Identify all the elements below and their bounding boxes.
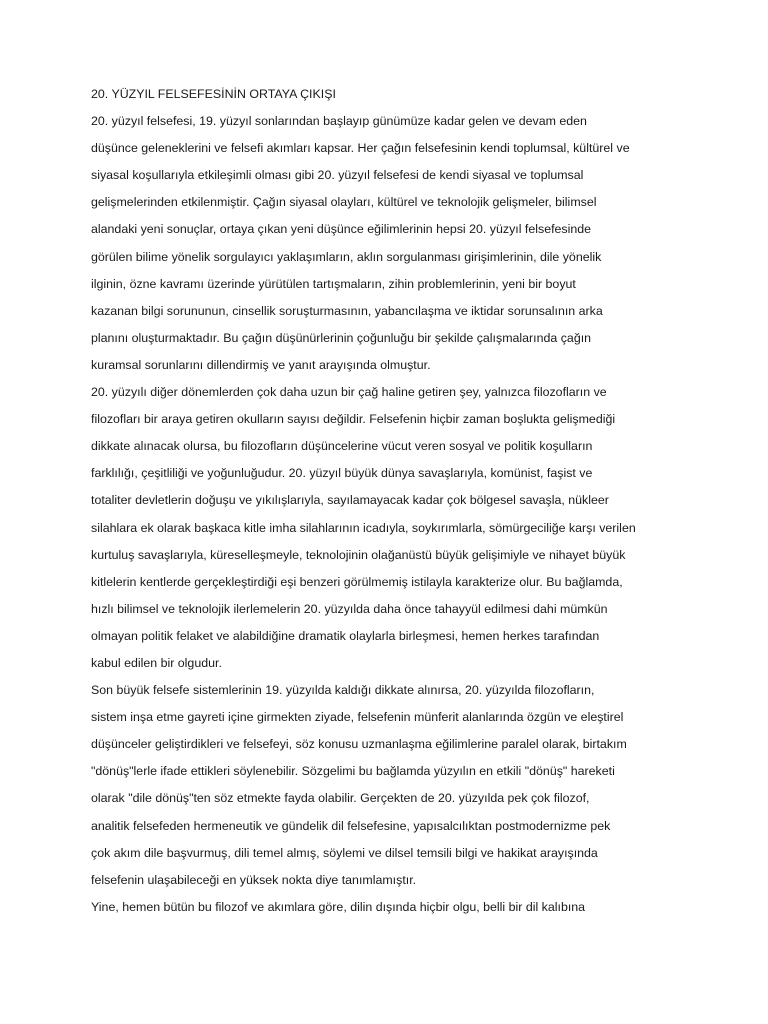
text-line: kabul edilen bir olgudur. bbox=[91, 655, 222, 670]
text-line: alandaki yeni sonuçlar, ortaya çıkan yeni düşünce eğilimlerinin hepsi 20. yüzyıl felsefesinde bbox=[91, 222, 592, 237]
text-line: farklılığı, çeşitliliği ve yoğunluğudur. 20. yüzyıl büyük dünya savaşlarıyla, komünist, faşist ve bbox=[91, 466, 593, 481]
paragraph bbox=[91, 680, 681, 897]
text-line: planını oluşturmaktadır. Bu çağın düşünürlerinin çoğunluğu bir şekilde çalışmalarında çağın bbox=[91, 330, 592, 345]
text-line: 20. yüzyıl felsefesi, 19. yüzyıl sonlarından başlayıp günümüze kadar gelen ve devam eden bbox=[91, 114, 587, 129]
paragraph bbox=[91, 897, 681, 924]
text-line: gelişmelerinden etkilenmiştir. Çağın siyasal olayları, kültürel ve teknolojik gelişmeler, bilimsel bbox=[91, 195, 597, 210]
text-line: ilginin, özne kavramı üzerinde yürütülen tartışmaların, zihin problemlerinin, yeni bir boyut bbox=[91, 276, 576, 291]
text-line: filozofları bir araya getiren okulların sayısı değildir. Felsefenin hiçbir zaman boşlukta gelişmediği bbox=[91, 412, 616, 427]
text-line: kurtuluş savaşlarıyla, küreselleşmeyle, teknolojinin olağanüstü büyük gelişimiyle ve nihayet büyük bbox=[91, 547, 626, 562]
paragraph bbox=[91, 382, 681, 680]
text-line: hızlı bilimsel ve teknolojik ilerlemelerin 20. yüzyılda daha önce tahayyül edilmesi dahi mümkün bbox=[91, 601, 608, 616]
text-line: düşünce geleneklerini ve felsefi akımları kapsar. Her çağın felsefesinin kendi toplumsal, kültürel ve bbox=[91, 141, 630, 156]
text-line: analitik felsefeden hermeneutik ve gündelik dil felsefesine, yapısalcılıktan postmodernizme pek bbox=[91, 818, 611, 833]
text-line: 20. yüzyılı diğer dönemlerden çok daha uzun bir çağ haline getiren şey, yalnızca filozofların ve bbox=[91, 385, 607, 400]
text-line: siyasal koşullarıyla etkileşimli olması gibi 20. yüzyıl felsefesi de kendi siyasal ve toplumsal bbox=[91, 168, 584, 183]
text-line: dikkate alınacak olursa, bu filozofların düşüncelerine vücut veren sosyal ve politik koşulların bbox=[91, 439, 593, 454]
text-line: sistem inşa etme gayreti içine girmekten ziyade, felsefenin münferit alanlarında özgün ve eleştirel bbox=[91, 710, 624, 725]
text-line: felsefenin ulaşabileceği en yüksek nokta diye tanımlamıştır. bbox=[91, 872, 417, 887]
text-line: silahlara ek olarak başkaca kitle imha silahlarının icadıyla, soykırımlarla, sömürgeciliğe karşı verilen bbox=[91, 520, 636, 535]
document-title: 20. YÜZYIL FELSEFESİNİN ORTAYA ÇIKIŞI bbox=[91, 87, 336, 101]
text-line: Son büyük felsefe sistemlerinin 19. yüzyılda kaldığı dikkate alınırsa, 20. yüzyılda filozofların, bbox=[91, 683, 595, 698]
text-line: "dönüş"lerle ifade ettikleri söylenebilir. Sözgelimi bu bağlamda yüzyılın en etkili "dönüş" hareketi bbox=[91, 764, 615, 779]
text-line: düşünceler geliştirdikleri ve felsefeyi, söz konusu uzmanlaşma eğilimlerine paralel olarak, birtakım bbox=[91, 737, 627, 752]
text-line: kitlelerin kentlerde gerçekleştirdiği eşi benzeri görülmemiş istilayla karakterize olur. Bu bağlamda, bbox=[91, 574, 623, 589]
text-line: olmayan politik felaket ve alabildiğine dramatik olaylarla birleşmesi, hemen herkes tarafından bbox=[91, 628, 600, 643]
text-line: totaliter devletlerin doğuşu ve yıkılışlarıyla, sayılamayacak kadar çok bölgesel savaşla, nükleer bbox=[91, 493, 609, 508]
text-line: kazanan bilgi sorununun, cinsellik soruşturmasının, yabancılaşma ve iktidar sorunsalının arka bbox=[91, 303, 603, 318]
text-line: Yine, hemen bütün bu filozof ve akımlara göre, dilin dışında hiçbir olgu, belli bir dil kalıbına bbox=[91, 899, 586, 914]
paragraph-list bbox=[91, 111, 681, 924]
text-line: çok akım dile başvurmuş, dili temel almış, söylemi ve dilsel temsili bilgi ve hakikat arayışında bbox=[91, 845, 598, 860]
document-body bbox=[91, 84, 681, 924]
text-line: kuramsal sorunlarını dillendirmiş ve yanıt arayışında olmuştur. bbox=[91, 357, 431, 372]
paragraph bbox=[91, 111, 681, 382]
text-line: görülen bilime yönelik sorgulayıcı yaklaşımların, aklın sorgulanması girişimlerinin, dile yönelik bbox=[91, 249, 602, 264]
text-line: olarak "dile dönüş"ten söz etmekte fayda olabilir. Gerçekten de 20. yüzyılda pek çok filozof, bbox=[91, 791, 590, 806]
